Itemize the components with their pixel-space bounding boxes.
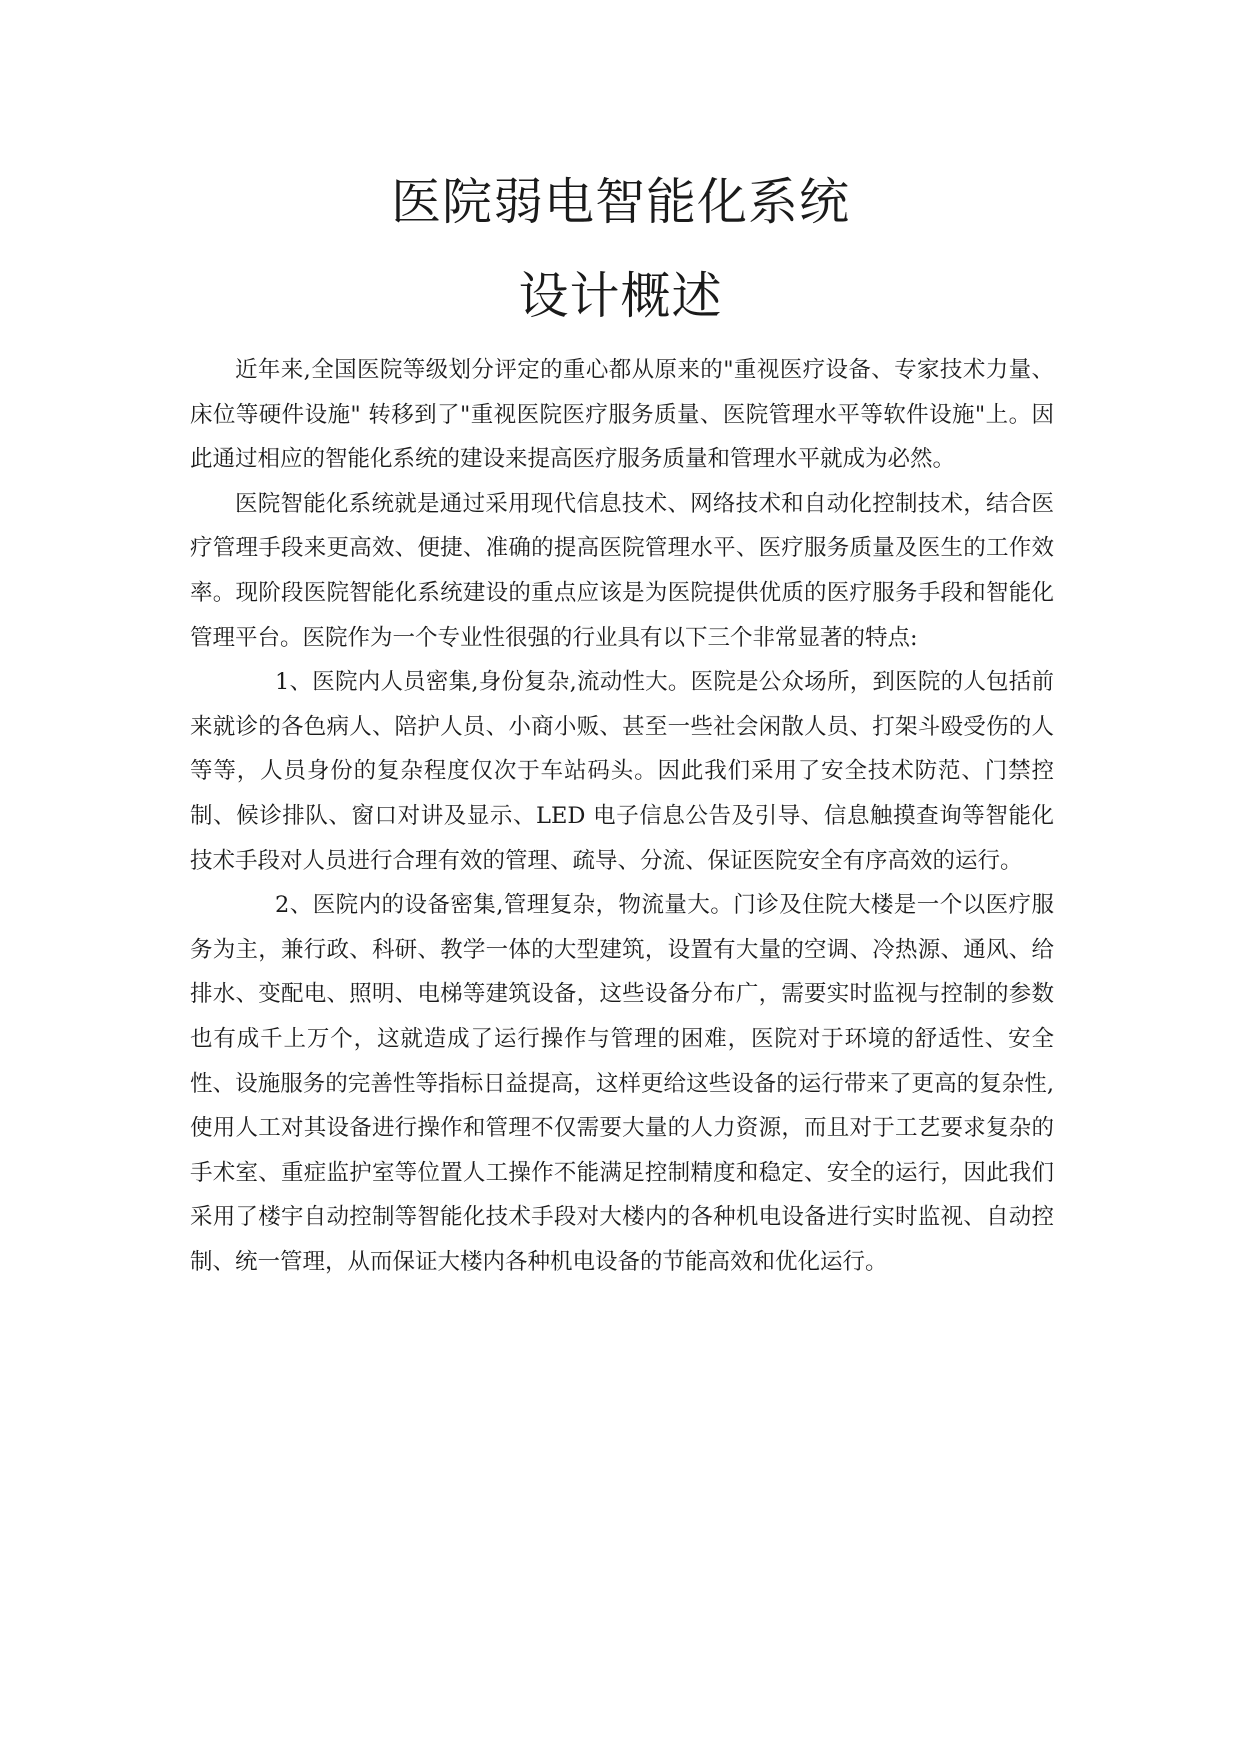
paragraph-feature-1: 1、医院内人员密集,身份复杂,流动性大。医院是公众场所，到医院的人包括前来就诊的各色病人、陪护人员、小商小贩、甚至一些社会闲散人员、打架斗殴受伤的人等等，人员身份的复杂程度仅次于车站码头。因此我们采用了安全技术防范、门禁控制、候诊排队、窗口对讲及显示、LED 电子信息公告及引导、信息触摸查询等智能化技术手段对人员进行合理有效的管理、疏导、分流、保证医院安全有序高效的运行。: [190, 669, 1054, 874]
paragraph-intro: 近年来,全国医院等级划分评定的重心都从原来的"重视医疗设备、专家技术力量、床位等硬件设施" 转移到了"重视医院医疗服务质量、医院管理水平等软件设施"上。因此通过相应的智能化系统的建设来提高医疗服务质量和管理水平就成为必然。: [190, 357, 1054, 473]
document-body: [190, 348, 1054, 1284]
document-subtitle: 设计概述: [518, 267, 723, 325]
document-title: 医院弱电智能化系统: [391, 173, 850, 231]
paragraph-feature-2: 2、医院内的设备密集,管理复杂，物流量大。门诊及住院大楼是一个以医疗服务为主，兼行政、科研、教学一体的大型建筑，设置有大量的空调、冷热源、通风、给排水、变配电、照明、电梯等建筑设备，这些设备分布广，需要实时监视与控制的参数也有成千上万个，这就造成了运行操作与管理的困难，医院对于环境的舒适性、安全性、设施服务的完善性等指标日益提高，这样更给这些设备的运行带来了更高的复杂性,使用人工对其设备进行操作和管理不仅需要大量的人力资源，而且对于工艺要求复杂的手术室、重症监护室等位置人工操作不能满足控制精度和稳定、安全的运行，因此我们采用了楼宇自动控制等智能化技术手段对大楼内的各种机电设备进行实时监视、自动控制、统一管理，从而保证大楼内各种机电设备的节能高效和优化运行。: [190, 892, 1054, 1275]
paragraph-overview: 医院智能化系统就是通过采用现代信息技术、网络技术和自动化控制技术，结合医疗管理手段来更高效、便捷、准确的提高医院管理水平、医疗服务质量及医生的工作效率。现阶段医院智能化系统建设的重点应该是为医院提供优质的医疗服务手段和智能化管理平台。医院作为一个专业性很强的行业具有以下三个非常显著的特点:: [190, 490, 1054, 651]
